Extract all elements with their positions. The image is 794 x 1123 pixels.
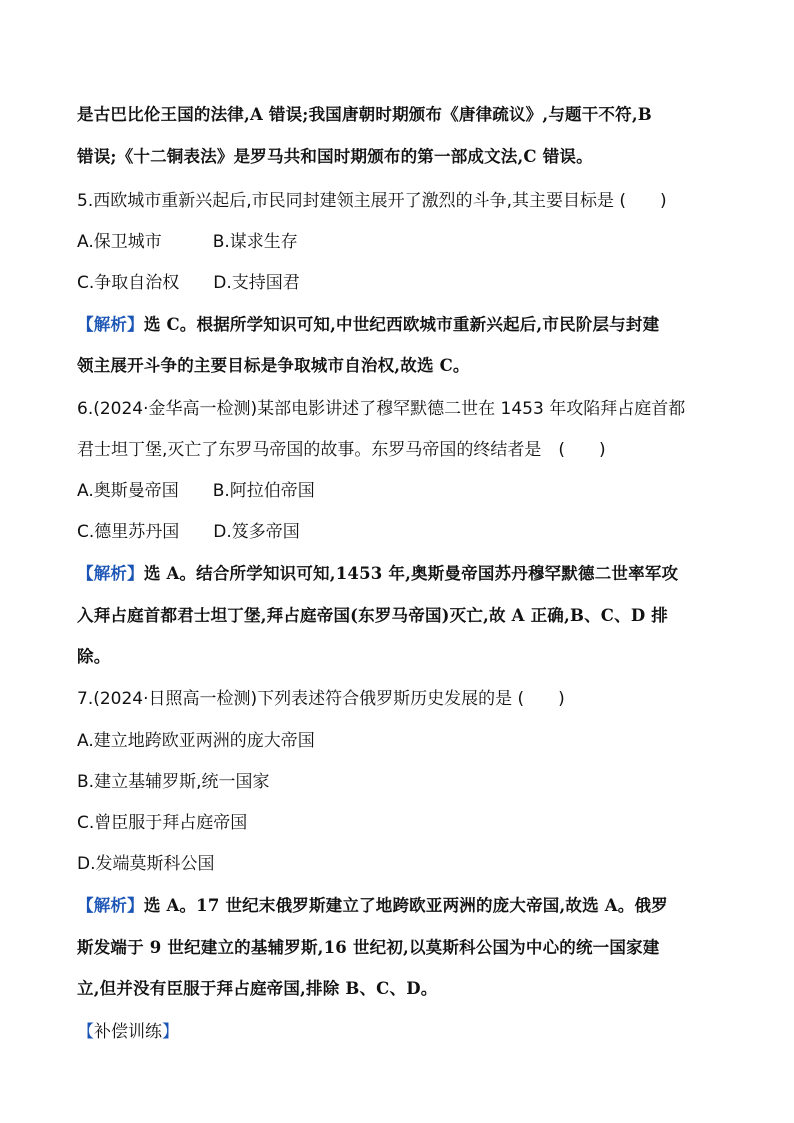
q6-options-row-2: C.德里苏丹国 D.笈多帝国 bbox=[77, 522, 300, 542]
q7-analysis-text-1: 选 A。17 世纪末俄罗斯建立了地跨欧亚两洲的庞大帝国,故选 A。俄罗 bbox=[143, 896, 668, 915]
q7-stem: 7.(2024·日照高一检测)下列表述符合俄罗斯历史发展的是 ( ) bbox=[77, 689, 565, 709]
analysis-tag: 【解析】 bbox=[77, 896, 144, 915]
q6-analysis-line-1 bbox=[77, 562, 727, 586]
q7-option-b: B.建立基辅罗斯,统一国家 bbox=[77, 772, 270, 792]
q5-analysis-text-1: 选 C。根据所学知识可知,中世纪西欧城市重新兴起后,市民阶层与封建 bbox=[143, 315, 660, 334]
section-label-compensation-training bbox=[77, 1020, 727, 1044]
q7-analysis-line-1 bbox=[77, 894, 727, 918]
q7-option-c: C.曾臣服于拜占庭帝国 bbox=[77, 813, 248, 833]
q7-option-d: D.发端莫斯科公国 bbox=[77, 854, 215, 874]
q6-analysis-line-2: 入拜占庭首都君士坦丁堡,拜占庭帝国(东罗马帝国)灭亡,故 A 正确,B、C、D 排 bbox=[77, 606, 668, 625]
q5-analysis-line-2: 领主展开斗争的主要目标是争取城市自治权,故选 C。 bbox=[77, 356, 470, 375]
q5-options-row-1: A.保卫城市 B.谋求生存 bbox=[77, 232, 298, 252]
q7-analysis-line-3: 立,但并没有臣服于拜占庭帝国,排除 B、C、D。 bbox=[77, 979, 438, 998]
q6-stem-line-2: 君士坦丁堡,灭亡了东罗马帝国的故事。东罗马帝国的终结者是 ( ) bbox=[77, 440, 606, 460]
q5-stem: 5.西欧城市重新兴起后,市民同封建领主展开了激烈的斗争,其主要目标是 ( ) bbox=[77, 191, 667, 211]
q6-analysis-text-1: 选 A。结合所学知识可知,1453 年,奥斯曼帝国苏丹穆罕默德二世率军攻 bbox=[143, 564, 679, 583]
analysis-tag: 【解析】 bbox=[77, 564, 144, 583]
q5-analysis-line-1 bbox=[77, 313, 727, 337]
analysis-tag: 【解析】 bbox=[77, 315, 144, 334]
section-label-text: 【补偿训练】 bbox=[77, 1022, 179, 1042]
q6-stem-line-1: 6.(2024·金华高一检测)某部电影讲述了穆罕默德二世在 1453 年攻陷拜占庭首都 bbox=[77, 399, 686, 419]
q6-options-row-1: A.奥斯曼帝国 B.阿拉伯帝国 bbox=[77, 481, 315, 501]
q5-options-row-2: C.争取自治权 D.支持国君 bbox=[77, 273, 300, 293]
q6-analysis-line-3: 除。 bbox=[77, 647, 111, 666]
prev-analysis-line-1: 是古巴比伦王国的法律,A 错误;我国唐朝时期颁布《唐律疏议》,与题干不符,B bbox=[77, 105, 652, 124]
prev-analysis-line-2: 错误;《十二铜表法》是罗马共和国时期颁布的第一部成文法,C 错误。 bbox=[77, 147, 593, 166]
q7-analysis-line-2: 斯发端于 9 世纪建立的基辅罗斯,16 世纪初,以莫斯科公国为中心的统一国家建 bbox=[77, 938, 660, 957]
q7-option-a: A.建立地跨欧亚两洲的庞大帝国 bbox=[77, 731, 315, 751]
